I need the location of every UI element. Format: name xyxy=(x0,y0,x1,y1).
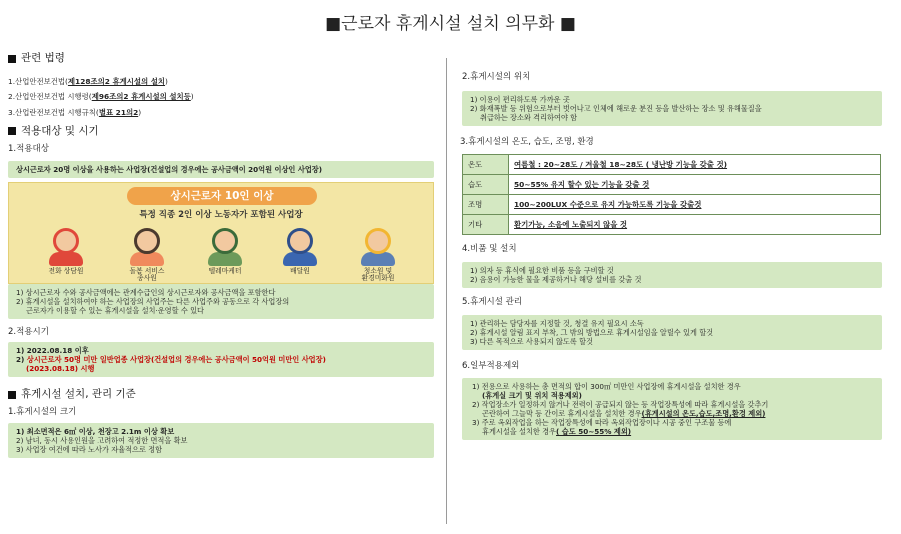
right-column xyxy=(462,72,890,440)
page-title: ■근로자 휴게시설 설치 의무화 ■ xyxy=(325,14,576,34)
worker-care-service: 돌봄 서비스 종사원 xyxy=(114,228,180,284)
table-row: 온도 여름철 : 20~28도 / 겨울철 18~28도 ( 냉난방 기능을 갖출 것) xyxy=(463,155,881,175)
caregiver-icon xyxy=(134,228,160,254)
env-table xyxy=(462,154,881,235)
table-row: 습도 50~55% 유지 할수 있는 기능을 갖출 것 xyxy=(463,175,881,195)
worker-banner xyxy=(8,182,434,284)
table-row: 기타 환기가능, 소음에 노출되지 않을 것 xyxy=(463,215,881,235)
law-item: 3.산업란전보건법 시행규칙(별표 21의2) xyxy=(8,107,142,117)
partial-label: 6.일부적용제외 xyxy=(462,360,520,371)
timing-label: 2.적용시기 xyxy=(8,326,49,337)
worker-phone-counselor: 전화 상담원 xyxy=(33,228,99,276)
partial-box: 1) 전용으로 사용하는 총 면적의 합이 300㎡ 미만인 사업장에 휴게시설을 설치한 경우 (휴게실 크기 및 위치 적용제외) 2) 작업장소가 일정하지 않거나 전력이 공급되지 않는 등 작업장특성에 따라 휴게시설을 갖추기 곤란하여 그늘막 등 간이로 휴게시설을 설치한 경우(휴게시설의 온도,습도,조명,환경 제외) 3) 주로 옥외작업을 하는 작업장특성에 따라 옥외작업장이나 시공 중인 구조물 등에 휴게시설을 설치한 경우( 습도 50~55% 제외) xyxy=(462,378,882,440)
worker-telemarketer: 텔레마케터 xyxy=(192,228,258,276)
banner-pill: 상시근로자 10인 이상 xyxy=(127,187,317,205)
location-box: 1) 이용이 편리하도록 가까운 곳 2) 화재폭발 등 위험으로부터 벗어나고 인체에 해로운 분진 등을 발산하는 장소 및 유해물질을 취급하는 장소와 격리하여야 함 xyxy=(462,91,882,126)
size-box: 1) 최소면적은 6㎡ 이상, 천장고 2.1m 이상 확보 2) 남녀, 동시 사용인원을 고려하여 적정한 면적을 확보 3) 사업장 여건에 따라 노사가 자율적으로 정함 xyxy=(8,423,434,458)
standards-heading: 휴게시설 설치, 관리 기준 xyxy=(8,388,434,401)
square-bullet-icon xyxy=(8,55,16,63)
equip-label: 4.비품 및 설치 xyxy=(462,244,517,255)
target-notes: 1) 상시근로자 수와 공사금액에는 관계수급인의 상시근로자와 공사금액을 포함한다 2) 휴게시설을 설치하여야 하는 사업장의 사업주는 다른 사업주와 공동으로 각 사업장의 근로자가 이용할 수 있는 휴게시설을 설치·운영할 수 있다 xyxy=(8,284,434,319)
size-label: 1.휴게시설의 크기 xyxy=(8,407,77,418)
law-item: 2.산업안전보건법 시행령(제96조의2 휴게시설의 설치등) xyxy=(8,92,194,102)
square-bullet-icon xyxy=(8,127,16,135)
worker-delivery: 배달원 xyxy=(267,228,333,276)
column-divider xyxy=(446,58,447,524)
laws-list xyxy=(8,77,434,117)
env-label: 3.휴게시설의 온도, 습도, 조명, 환경 xyxy=(460,136,594,147)
headset-icon xyxy=(53,228,79,254)
equip-box: 1) 의자 등 휴식에 필요한 비품 등을 구비할 것 2) 음용이 가능한 물을 제공하거나 해당 설비를 갖출 것 xyxy=(462,262,882,288)
telemarketer-icon xyxy=(212,228,238,254)
worker-cleaner: 청소원 및 환경미화원 xyxy=(345,228,411,284)
laws-heading: 관련 법령 xyxy=(8,52,434,65)
delivery-icon xyxy=(287,228,313,254)
square-bullet-icon xyxy=(8,391,16,399)
law-item: 1.산업안전보건법(제128조의2 휴게시설의 설치) xyxy=(8,77,168,87)
manage-box: 1) 관리하는 담당자를 지정할 것, 청결 유지 필요시 소독 2) 휴게시설 알림 표지 부착, 그 밖의 방법으로 휴게시설임을 알릴수 있게 할것 3) 다른 목적으로 사용되지 않도록 할것 xyxy=(462,315,882,350)
left-column xyxy=(8,52,434,458)
table-row: 조명 100~200LUX 수준으로 유지 가능하도록 기능을 갖출것 xyxy=(463,195,881,215)
manage-label: 5.휴게시설 관리 xyxy=(462,296,523,307)
target-label: 1.적용대상 xyxy=(8,144,49,154)
target-box: 상시근로자 20명 이상을 사용하는 사업장(건설업의 경우에는 공사금액이 20억원 이상인 사업장) xyxy=(8,161,434,178)
cleaner-icon xyxy=(365,228,391,254)
location-label: 2.휴게시설의 위치 xyxy=(462,72,531,82)
banner-subtitle: 특정 직종 2인 이상 노동자가 포함된 사업장 xyxy=(139,209,303,220)
timing-box: 1) 2022.08.18 이후 2) 상시근로자 50명 미만 일반업종 사업장(건설업의 경우에는 공사금액이 50억원 미만인 사업장) (2023.08.18) 시행 xyxy=(8,342,434,377)
scope-heading: 적용대상 및 시기 xyxy=(8,125,434,138)
